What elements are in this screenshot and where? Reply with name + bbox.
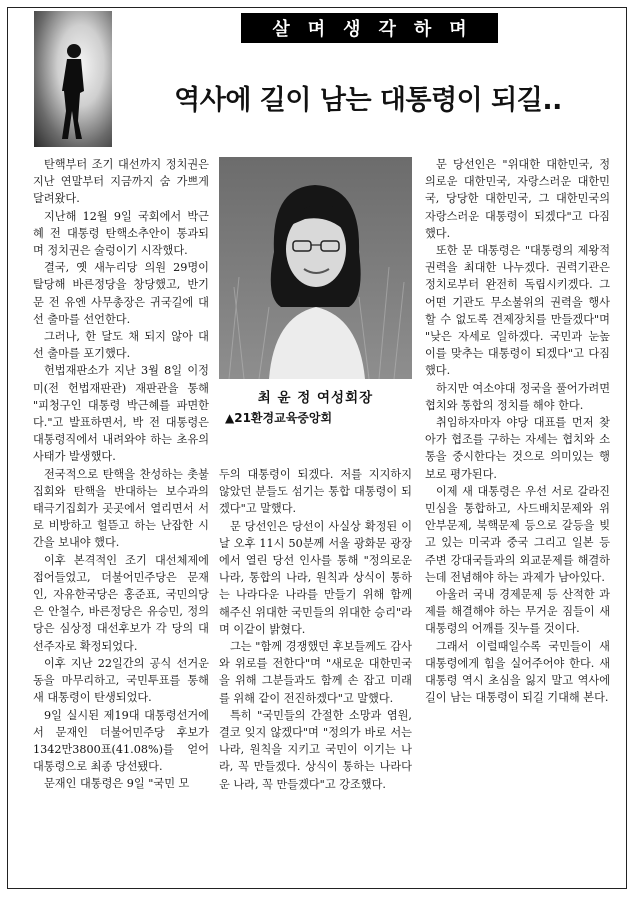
- paragraph: 그래서 이럴때일수록 국민들이 새 대통령에게 힘을 실어주어야 한다. 새 대통령 역시 초심을 잃지 말고 역사에 길이 남는 대통령이 되길 기대해 본다.: [425, 639, 610, 705]
- paragraph: 지난해 12월 9일 국회에서 박근혜 전 대통령 탄핵소추안이 통과되며 정치권은 술렁이기 시작했다.: [33, 209, 209, 258]
- paragraph: 이후 본격적인 조기 대선체제에 접어들었고, 더불어민주당은 문재인, 자유한국당은 홍준표, 국민의당은 안철수, 바른정당은 유승민, 정의당은 심상정 대선후보가 각 당의 대선주자로 확정되었다.: [33, 553, 209, 653]
- author-portrait-photo: [219, 157, 412, 379]
- article-headline: 역사에 길이 남는 대통령이 되길..: [174, 85, 562, 116]
- article-column-1: [33, 156, 209, 793]
- article-column-3: [425, 156, 610, 707]
- paragraph: 그러나, 한 달도 채 되지 않아 대선 출마를 포기했다.: [33, 330, 209, 361]
- paragraph: 탄핵부터 조기 대선까지 정치권은 지난 연말부터 지금까지 숨 가쁘게 달려왔다.: [33, 158, 209, 206]
- portrait-caption: [219, 386, 412, 426]
- paragraph: 9일 실시된 제19대 대통령선거에서 문재인 더불어민주당 후보가 1342만3800표(41.08%)를 얻어 대통령으로 최종 당선됐다.: [33, 708, 209, 774]
- column-series-banner: 살며생각하며: [241, 13, 498, 43]
- paragraph: 하지만 여소야대 정국을 풀어가려면 협치와 통합의 정치를 해야 한다.: [425, 381, 610, 412]
- paragraph: 문 당선인은 당선이 사실상 확정된 이날 오후 11시 50분께 서울 광화문 광장에서 열린 당선 인사를 통해 "정의로운 나라, 통합의 나라, 원칙과 상식이 통하는 나라다운 나라를 만들기 위해 함께 해주신 위대한 국민들의 위대한 승리"라며 이같이 밝혔다.: [219, 519, 412, 636]
- article-column-2: [219, 466, 412, 793]
- paragraph: 두의 대통령이 되겠다. 저를 지지하지 않았던 분들도 섬기는 통합 대통령이 되겠다"고 말했다.: [219, 468, 412, 516]
- paragraph: 문 당선인은 "위대한 대한민국, 정의로운 대한민국, 자랑스러운 대한민국, 당당한 대한민국, 그 대한민국의 자랑스러운 대통령이 되겠다"고 다짐했다.: [425, 158, 610, 240]
- paragraph: 결국, 옛 새누리당 의원 29명이 탈당해 바른정당을 창당했고, 반기문 전 유엔 사무총장은 귀국길에 대선 출마를 선언한다.: [33, 261, 209, 326]
- paragraph: 아울러 국내 경제문제 등 산적한 과제를 해결해야 하는 무거운 짐들이 새 대통령의 어깨를 짓누를 것이다.: [425, 588, 610, 636]
- paragraph: 취임하자마자 야당 대표를 먼저 찾아가 협조를 구하는 자세는 협치와 소통을 중시한다는 것으로 의미있는 행보로 평가된다.: [425, 416, 610, 481]
- paragraph: 전국적으로 탄핵을 찬성하는 촛불집회와 탄핵을 반대하는 보수과의 태극기집회가 곳곳에서 열리면서 서로 비방하고 헐뜯고 하는 난잡한 시간을 보내야 했다.: [33, 467, 209, 550]
- paragraph: 그는 "함께 경쟁했던 후보들께도 감사와 위로를 전한다"며 "새로운 대한민국을 위해 그분들과도 함께 손 잡고 미래를 위해 같이 전진하겠다"고 말했다.: [219, 640, 412, 705]
- paragraph: 헌법재판소가 지난 3월 8일 이정미(전 헌법재판관) 재판관을 통해 "피청구인 대통령 박근혜를 파면한다."고 발표하면서, 박 전 대통령은 대통령직에서 내려와야 하는 초유의 사태가 발생했다.: [33, 364, 209, 464]
- paragraph: 또한 문 대통령은 "대통령의 제왕적 권력을 최대한 나누겠다. 권력기관은 정치로부터 완전히 독립시키겠다. 그 어떤 기관도 무소불위의 권력을 행사할 수 없도록 견제장치를 만들겠다"며 "낮은 자세로 일하겠다. 국민과 눈높이를 맞추는 대통령이 되겠다"고 다짐했다.: [425, 244, 610, 378]
- author-organization: ▲21환경교육중앙회: [225, 411, 333, 425]
- paragraph: 특히 "국민들의 간절한 소망과 염원, 결코 잊지 않겠다"며 "정의가 바로 서는 나라, 원칙을 지키고 국민이 이기는 나라, 꼭 만들겠다. 상식이 통하는 나라다운 나라, 꼭 만들겠다"고 강조했다.: [219, 708, 412, 791]
- paragraph: 문재인 대통령은 9일 "국민 모: [44, 777, 190, 791]
- author-name: 최 윤 정 여성회장: [257, 390, 374, 406]
- columnist-silhouette-photo: [34, 11, 112, 147]
- paragraph: 이후 지난 22일간의 공식 선거운동을 마무리하고, 국민투표를 통해 새 대통령이 탄생되었다.: [33, 656, 209, 705]
- paragraph: 이제 새 대통령은 우선 서로 갈라진 민심을 통합하고, 사드배치문제와 위안부문제, 북핵문제 등으로 갈등을 빚고 있는 미국과 중국 그리고 일본 등 주변 강대국들과의 외교문제를 해결하는데 전념해야 하는 과제가 남아있다.: [425, 484, 610, 584]
